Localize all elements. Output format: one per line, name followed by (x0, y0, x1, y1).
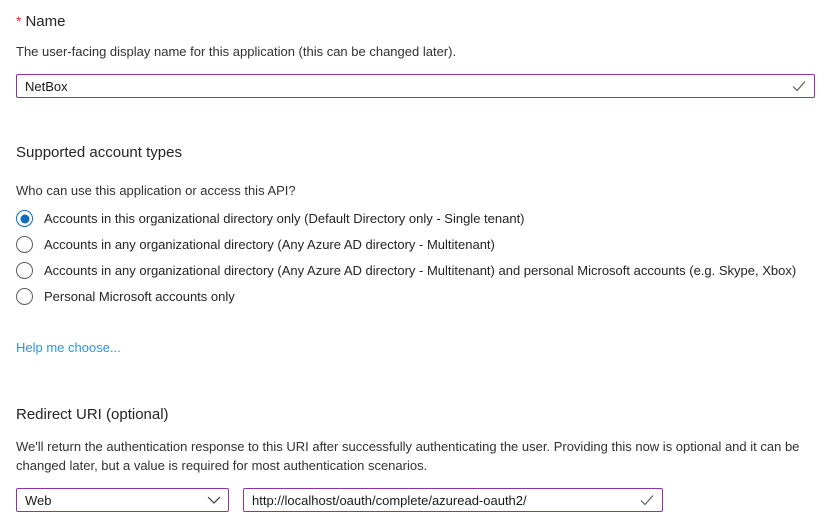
name-title-text: Name (25, 13, 66, 30)
radio-option-multitenant[interactable] (16, 236, 815, 253)
account-types-radio-group (16, 210, 815, 305)
radio-option-personal-only[interactable] (16, 288, 815, 305)
redirect-uri-input[interactable] (243, 488, 663, 512)
redirect-uri-description: We'll return the authentication response to this URI after successfully authenticating the user. Providing this now is optional and it can be changed later, but a value is required for most authentication scenarios. (16, 439, 800, 473)
radio-icon (16, 236, 33, 253)
radio-icon (16, 288, 33, 305)
name-description: The user-facing display name for this application (this can be changed later). (16, 44, 457, 59)
account-types-question: Who can use this application or access this API? (16, 183, 296, 198)
platform-select-value: Web (25, 492, 52, 508)
radio-option-label: Accounts in any organizational directory (Any Azure AD directory - Multitenant) and personal Microsoft accounts (e.g. Skype, Xbox) (44, 263, 797, 278)
platform-select[interactable] (16, 488, 229, 512)
help-me-choose-link[interactable]: Help me choose... (16, 340, 121, 355)
redirect-uri-title: Redirect URI (optional) (16, 406, 169, 423)
required-marker: * (16, 13, 22, 29)
radio-option-label: Accounts in this organizational directory only (Default Directory only - Single tenant) (44, 211, 525, 226)
radio-icon (16, 210, 33, 227)
name-input-wrap (16, 74, 815, 98)
radio-option-label: Accounts in any organizational directory (Any Azure AD directory - Multitenant) (44, 237, 495, 252)
name-input[interactable] (16, 74, 815, 98)
platform-select-wrap (16, 488, 229, 512)
radio-icon (16, 262, 33, 279)
radio-option-multitenant-personal[interactable] (16, 262, 815, 279)
radio-option-single-tenant[interactable] (16, 210, 815, 227)
name-section-title (16, 11, 815, 32)
account-types-title: Supported account types (16, 144, 182, 161)
redirect-uri-input-wrap (243, 488, 663, 512)
redirect-uri-row (16, 488, 815, 512)
radio-option-label: Personal Microsoft accounts only (44, 289, 235, 304)
